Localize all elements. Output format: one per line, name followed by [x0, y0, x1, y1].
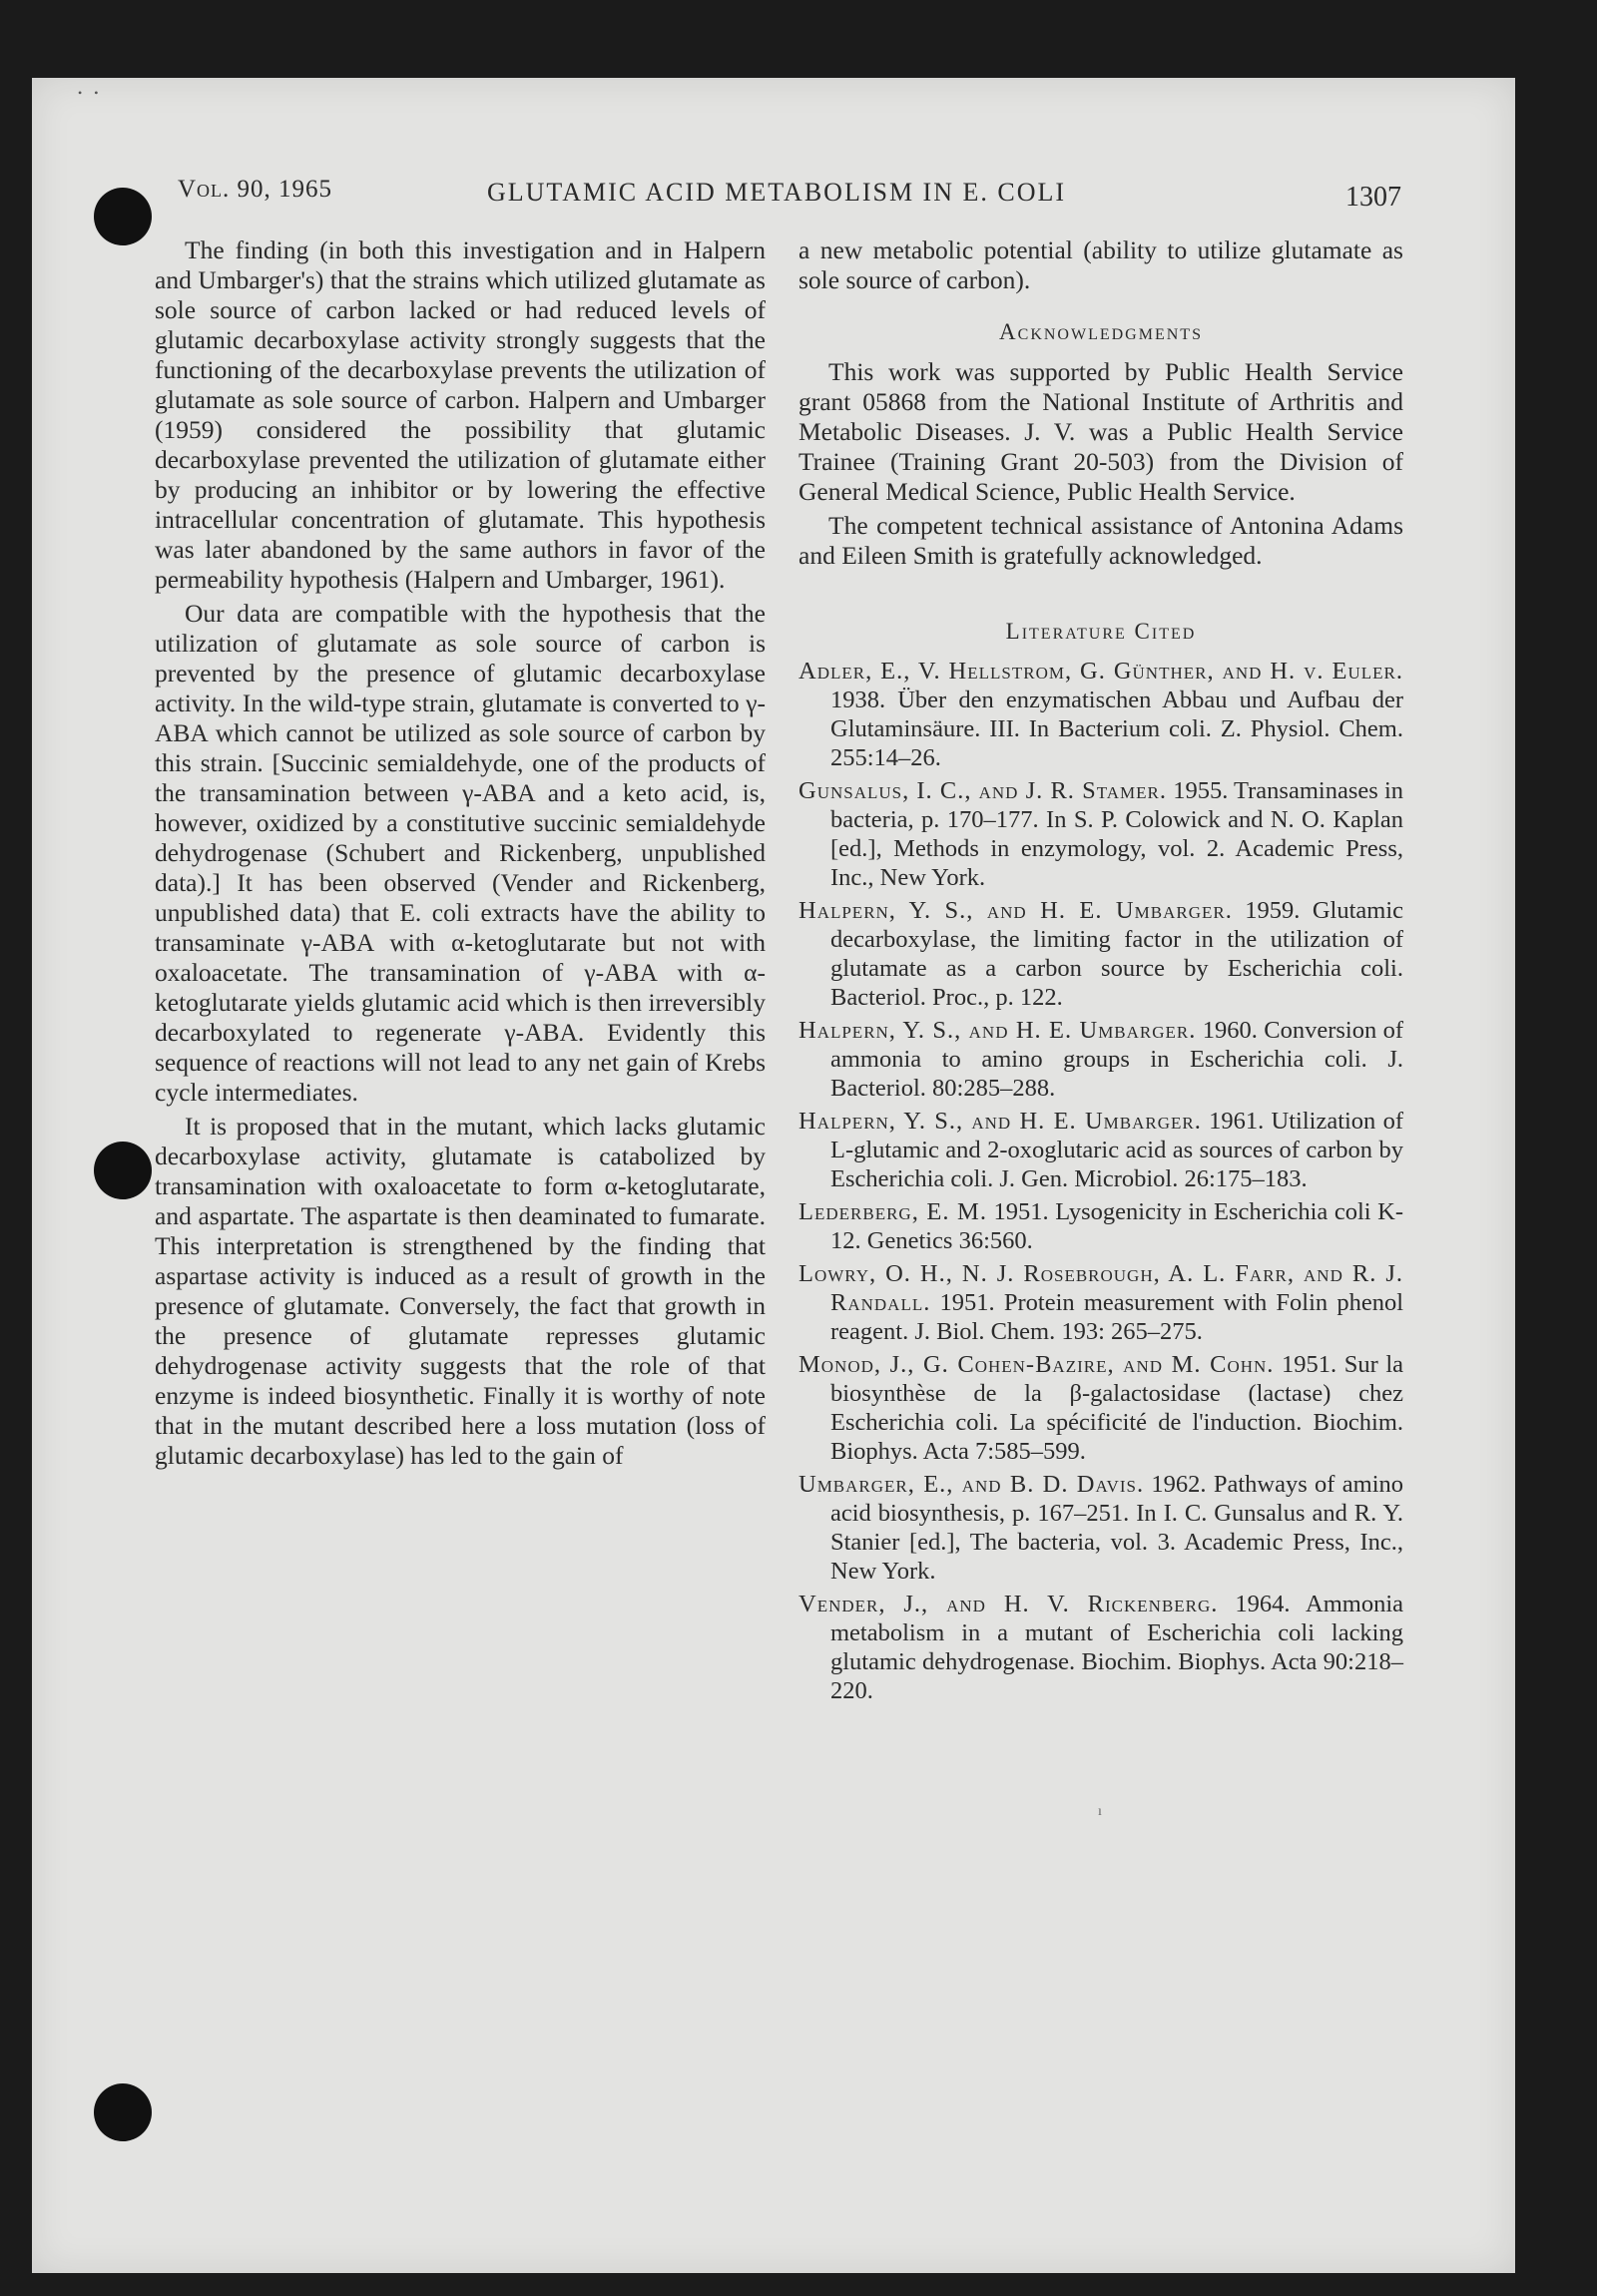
punch-hole-middle: [94, 1142, 152, 1199]
reference-entry: [798, 1016, 1403, 1103]
right-column: [798, 235, 1403, 1709]
reference-entry: [798, 1470, 1403, 1586]
reference-entry: [798, 776, 1403, 892]
body-paragraph: Our data are compatible with the hypothesis that the utilization of glutamate as sole source of carbon is prevented by the presence of glutamic decarboxylase activity. In the wild-type strain, glutamate is converted to γ-ABA which cannot be utilized as sole source of carbon by this strain. [Succinic semialdehyde, one of the products of the transamination between γ-ABA and a keto acid, is, however, oxidized by a constitutive succinic semialdehyde dehydrogenase (Schubert and Rickenberg, unpublished data).] It has been observed (Vender and Rickenberg, unpublished data) that E. coli extracts have the ability to transaminate γ-ABA with α-ketoglutarate but not with oxaloacetate. The transamination of γ-ABA with α-ketoglutarate yields glutamic acid which is then irreversibly decarboxylated to regenerate γ-ABA. Evidently this sequence of reactions will not lead to any net gain of Krebs cycle intermediates.: [155, 599, 766, 1107]
punch-hole-bottom: [94, 2083, 152, 2141]
literature-cited-heading: Literature Cited: [1005, 619, 1197, 644]
reference-text: 1960. Conversion of ammonia to amino groups in Escherichia coli. J. Bacteriol. 80:285–288.: [830, 1017, 1403, 1102]
header-volume: Vol. 90, 1965: [178, 176, 333, 203]
reference-authors: Adler, E., V. Hellstrom, G. Günther, and H. v. Euler.: [798, 658, 1403, 685]
left-column: [155, 235, 766, 1471]
reference-text: 1951. Protein measurement with Folin phenol reagent. J. Biol. Chem. 193: 265–275.: [830, 1289, 1403, 1345]
acknowledgment-paragraph: This work was supported by Public Health Service grant 05868 from the National Institute of Arthritis and Metabolic Diseases. J. V. was a Public Health Service Trainee (Training Grant 20-503) from the Division of General Medical Science, Public Health Service.: [798, 357, 1403, 506]
reference-entry: [798, 1590, 1403, 1705]
reference-entry: [798, 1350, 1403, 1466]
reference-text: 1951. Lysogenicity in Escherichia coli K-12. Genetics 36:560.: [830, 1198, 1404, 1254]
reference-text: 1962. Pathways of amino acid biosynthesis, p. 167–251. In I. C. Gunsalus and R. Y. Stanier [ed.], The bacteria, vol. 3. Academic Press, Inc., New York.: [830, 1471, 1404, 1585]
reference-text: 1951. Sur la biosynthèse de la β-galactosidase (lactase) chez Escherichia coli. La spécificité de l'induction. Biochim. Biophys. Acta 7:585–599.: [830, 1351, 1404, 1465]
body-paragraph: The finding (in both this investigation and in Halpern and Umbarger's) that the strains which utilized glutamate as sole source of carbon lacked or had reduced levels of glutamic decarboxylase activity strongly suggests that the functioning of the decarboxylase prevents the utilization of glutamate as sole source of carbon. Halpern and Umbarger (1959) considered the possibility that glutamic decarboxylase prevented the utilization of glutamate either by producing an inhibitor or by lowering the effective intracellular concentration of glutamate. This hypothesis was later abandoned by the same authors in favor of the permeability hypothesis (Halpern and Umbarger, 1961).: [155, 235, 766, 594]
reference-authors: Halpern, Y. S., and H. E. Umbarger.: [798, 1108, 1202, 1135]
reference-text: 1961. Utilization of L-glutamic and 2-oxoglutaric acid as sources of carbon by Escherichia coli. J. Gen. Microbiol. 26:175–183.: [830, 1108, 1403, 1192]
reference-text: 1938. Über den enzymatischen Abbau und Aufbau der Glutaminsäure. III. In Bacterium coli. Z. Physiol. Chem. 255:14–26.: [830, 687, 1403, 771]
reference-entry: [798, 896, 1403, 1012]
continuation-paragraph: a new metabolic potential (ability to utilize glutamate as sole source of carbon).: [798, 235, 1403, 294]
body-paragraph: It is proposed that in the mutant, which lacks glutamic decarboxylase activity, glutamate is catabolized by transamination with oxaloacetate to form α-ketoglutarate, and aspartate. The aspartate is then deaminated to fumarate. This interpretation is strengthened by the finding that aspartase activity is induced as a result of growth in the presence of glutamate. Conversely, the fact that growth in the presence of glutamate represses glutamic dehydrogenase activity suggests that the role of that enzyme is indeed biosynthetic. Finally it is worthy of note that in the mutant described here a loss mutation (loss of glutamic decarboxylase) has led to the gain of: [155, 1112, 766, 1470]
stray-tick-mark: ı: [1098, 1804, 1102, 1819]
reference-authors: Monod, J., G. Cohen-Bazire, and M. Cohn.: [798, 1351, 1275, 1378]
page-header: [178, 176, 1401, 226]
punch-hole-top: [94, 188, 152, 245]
reference-entry: [798, 657, 1403, 772]
reference-authors: Gunsalus, I. C., and J. R. Stamer.: [798, 777, 1167, 804]
reference-authors: Lowry, O. H., N. J. Rosebrough, A. L. Farr, and R. J. Randall.: [798, 1260, 1403, 1316]
acknowledgments-heading: Acknowledgments: [999, 319, 1203, 344]
reference-authors: Halpern, Y. S., and H. E. Umbarger.: [798, 1017, 1197, 1044]
reference-entry: [798, 1197, 1403, 1255]
reference-authors: Halpern, Y. S., and H. E. Umbarger.: [798, 897, 1233, 924]
reference-entry: [798, 1107, 1403, 1193]
reference-authors: Vender, J., and H. V. Rickenberg.: [798, 1591, 1219, 1617]
reference-text: 1955. Transaminases in bacteria, p. 170–177. In S. P. Colowick and N. O. Kaplan [ed.], Methods in enzymology, vol. 2. Academic Press, Inc., New York.: [830, 777, 1404, 891]
header-page-number: 1307: [1345, 182, 1401, 213]
acknowledgment-paragraph: The competent technical assistance of Antonina Adams and Eileen Smith is gratefully acknowledged.: [798, 511, 1403, 570]
reference-authors: Umbarger, E., and B. D. Davis.: [798, 1471, 1145, 1498]
reference-authors: Lederberg, E. M.: [798, 1198, 987, 1225]
reference-entry: [798, 1259, 1403, 1346]
reference-text: 1964. Ammonia metabolism in a mutant of Escherichia coli lacking glutamic dehydrogenase. Biochim. Biophys. Acta 90:218–220.: [830, 1591, 1404, 1704]
corner-speck-mark: • •: [78, 86, 99, 100]
reference-text: 1959. Glutamic decarboxylase, the limiting factor in the utilization of glutamate as a carbon source by Escherichia coli. Bacteriol. Proc., p. 122.: [830, 897, 1403, 1011]
header-title: GLUTAMIC ACID METABOLISM IN E. COLI: [487, 178, 1067, 207]
